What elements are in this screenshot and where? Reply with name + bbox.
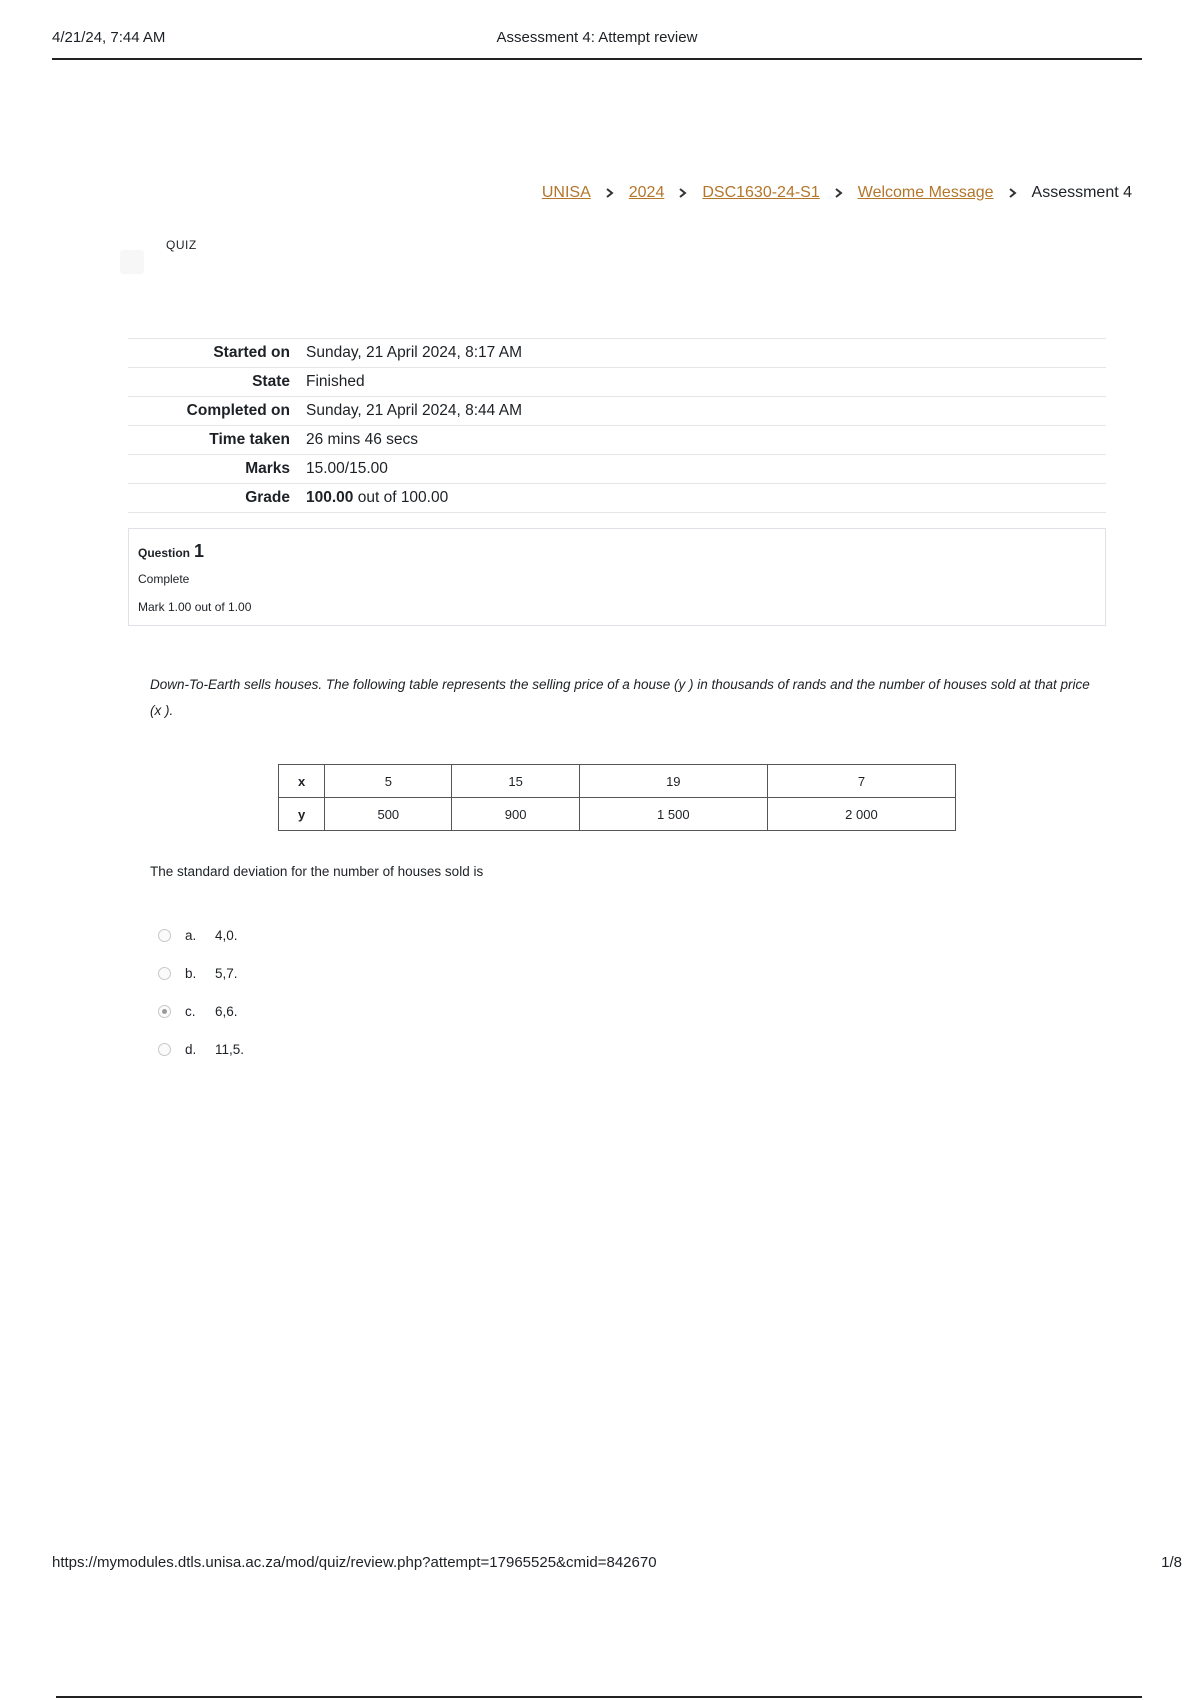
table-cell: 2 000 <box>767 798 955 831</box>
option-letter: b. <box>185 965 197 981</box>
question-number-value: 1 <box>194 541 205 561</box>
summary-value: Finished <box>306 373 365 390</box>
breadcrumb-link-year[interactable]: 2024 <box>628 184 665 201</box>
radio-button[interactable] <box>158 967 171 980</box>
summary-value: Sunday, 21 April 2024, 8:44 AM <box>306 402 523 419</box>
option-letter: d. <box>185 1041 197 1057</box>
option-text: 4,0. <box>215 927 238 943</box>
quiz-icon <box>120 250 144 274</box>
option-text: 6,6. <box>215 1003 238 1019</box>
summary-row <box>128 426 1106 455</box>
option-text: 11,5. <box>215 1041 245 1057</box>
summary-label: Completed on <box>186 402 290 419</box>
summary-label: Time taken <box>209 431 290 448</box>
answer-options <box>158 916 244 1068</box>
summary-value: 26 mins 46 secs <box>306 431 418 448</box>
question-number <box>138 541 204 562</box>
chevron-right-icon <box>828 186 850 200</box>
table-cell: 7 <box>767 765 955 798</box>
answer-option-b[interactable] <box>158 954 244 992</box>
summary-row <box>128 339 1106 368</box>
question-info-box <box>128 528 1106 626</box>
radio-button[interactable] <box>158 1043 171 1056</box>
table-cell: 19 <box>579 765 767 798</box>
module-type-label: QUIZ <box>166 238 197 252</box>
print-footer <box>52 1554 1182 1571</box>
breadcrumb-link-section[interactable]: Welcome Message <box>857 184 994 201</box>
breadcrumb-link-unisa[interactable]: UNISA <box>541 184 591 201</box>
question-data-table <box>278 764 956 831</box>
table-cell: 900 <box>452 798 579 831</box>
summary-label: Started on <box>213 344 290 361</box>
summary-value: Sunday, 21 April 2024, 8:17 AM <box>306 344 523 361</box>
option-letter: a. <box>185 927 197 943</box>
option-text: 5,7. <box>215 965 238 981</box>
print-header <box>52 28 1142 60</box>
table-row-header: y <box>279 798 325 831</box>
grade-value <box>304 484 1106 513</box>
table-cell: 15 <box>452 765 579 798</box>
grade-out-of: out of 100.00 <box>353 489 449 506</box>
question-prompt: The standard deviation for the number of houses sold is <box>150 864 484 879</box>
table-row <box>279 798 956 831</box>
print-title: Assessment 4: Attempt review <box>496 29 698 46</box>
breadcrumb <box>542 184 1132 202</box>
chevron-right-icon <box>672 186 694 200</box>
chevron-right-icon <box>599 186 621 200</box>
summary-row-grade <box>128 484 1106 513</box>
question-label: Question <box>138 546 191 560</box>
breadcrumb-link-course[interactable]: DSC1630-24-S1 <box>702 184 820 201</box>
radio-button[interactable] <box>158 929 171 942</box>
answer-option-a[interactable] <box>158 916 244 954</box>
print-page-number: 1/8 <box>1161 1554 1182 1571</box>
question-state: Complete <box>138 572 190 586</box>
summary-value: 15.00/15.00 <box>306 460 388 477</box>
breadcrumb-current: Assessment 4 <box>1031 184 1132 201</box>
question-text: Down-To-Earth sells houses. The following table represents the selling price of a house (y ) in thousands of rands and the number of houses sold at that price (x ). <box>150 677 1090 718</box>
table-cell: 1 500 <box>579 798 767 831</box>
table-cell: 5 <box>325 765 452 798</box>
print-date: 4/21/24, 7:44 AM <box>52 29 166 46</box>
print-url: https://mymodules.dtls.unisa.ac.za/mod/quiz/review.php?attempt=17965525&cmid=842670 <box>52 1554 657 1571</box>
summary-row <box>128 368 1106 397</box>
page-bottom-rule <box>56 1696 1142 1698</box>
summary-row <box>128 397 1106 426</box>
summary-label: Marks <box>245 460 290 477</box>
question-mark: Mark 1.00 out of 1.00 <box>138 600 252 614</box>
summary-label: State <box>252 373 290 390</box>
table-row <box>279 765 956 798</box>
table-row-header: x <box>279 765 325 798</box>
radio-button-selected[interactable] <box>158 1005 171 1018</box>
table-cell: 500 <box>325 798 452 831</box>
option-letter: c. <box>185 1003 196 1019</box>
answer-option-d[interactable] <box>158 1030 244 1068</box>
answer-option-c[interactable] <box>158 992 244 1030</box>
chevron-right-icon <box>1002 186 1024 200</box>
attempt-summary-table <box>128 338 1106 513</box>
grade-label: Grade <box>245 489 290 506</box>
summary-row <box>128 455 1106 484</box>
grade-score: 100.00 <box>306 489 354 506</box>
